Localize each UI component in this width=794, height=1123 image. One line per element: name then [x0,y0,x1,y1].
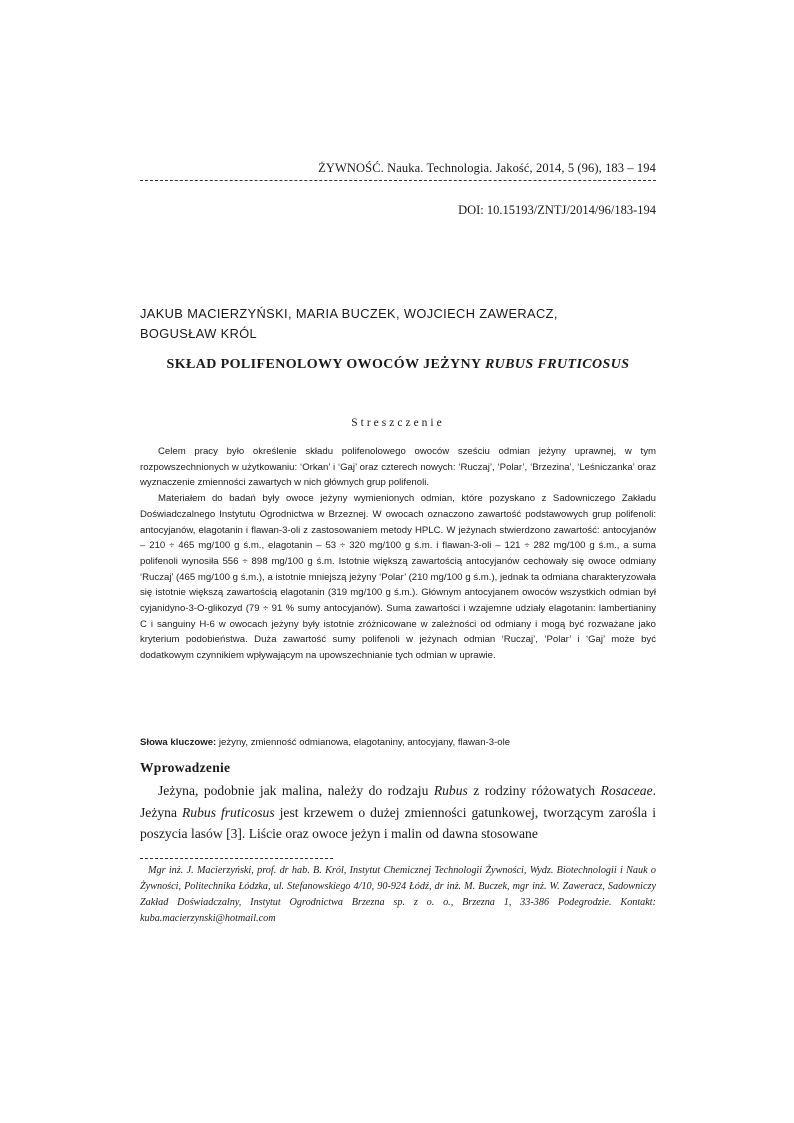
doi: DOI: 10.15193/ZNTJ/2014/96/183-194 [458,203,656,217]
section-heading-introduction: Wprowadzenie [140,760,231,775]
intro-italic-2: Rosaceae [600,783,653,798]
abstract-paragraph-2: Materiałem do badań były owoce jeżyny wymienionych odmian, które pozyskano z Sadowniczego Zakładu Doświadczalnego Instytutu Ogrodnictwa w Brzeznej. W owocach oznaczono zawartość podstawowych grup polifenoli: antocyjanów, elagotanin i flawan-3-oli z zastosowaniem metody HPLC. W jeżynach stwierdzono zawartość: antocyjanów – 210 ÷ 465 mg/100 g ś.m., elagotanin – 53 ÷ 320 mg/100 g ś.m. i flawan-3-oli – 121 ÷ 282 mg/100 g ś.m., a suma polifenoli wynosiła 556 ÷ 898 mg/100 g ś.m. Istotnie większą zawartością antocyjanów cechowały się owoce odmiany ‘Ruczaj’ (465 mg/100 g ś.m.), a istotnie mniejszą jeżyny ‘Polar’ (210 mg/100 g ś.m.), jednak ta odmiana charakteryzowała się istotnie większą zawartością elagotanin (319 mg/100 g ś.m.). Głównym antocyjanem owoców wszystkich odmian był cyjanidyno-3-O-glikozyd (79 ÷ 91 % sumy antocyjanów). Suma zawartości i wzajemne udziały elagotanin: lambertianiny C i sanguiny H-6 w owocach jeżyny były istotnie zróżnicowane w zależności od odmiany i mogą być rozważane jako kryterium podobieństwa. Duża zawartość sumy polifenoli w jeżynach odmian ‘Ruczaj’, ‘Polar’ i ‘Gaj’ może być dodatkowym czynnikiem wpływającym na upowszechnianie tych odmian w uprawie. [140,493,656,662]
abstract-paragraph-1: Celem pracy było określenie składu polifenolowego owoców sześciu odmian jeżyny uprawnej, w tym rozpowszechnionych w użytkowaniu: ‘Orkan’ i ‘Gaj’ oraz czterech nowych: ‘Ruczaj’, ‘Polar’, ‘Brzezina’, ‘Leśniczanka’ oraz wyznaczenie zmienności zawartych w nich głównych grup polifenoli. [140,446,656,489]
keywords-text: jeżyny, zmienność odmianowa, elagotaniny, antocyjany, flawan-3-ole [216,737,511,748]
abstract-heading: Streszczenie [351,417,445,429]
author-affiliation-footnote: Mgr inż. J. Macierzyński, prof. dr hab. B. Król, Instytut Chemicznej Technologii Żywności, Wydz. Biotechnologii i Nauk o Żywności, Politechnika Łódzka, ul. Stefanowskiego 4/10, 90-924 Łódź, dr inż. M. Buczek, mgr inż. W. Zaweracz, Sadowniczy Zakład Doświadczalny, Instytut Ogrodnictwa Brzezna sp. z o. o., Brzezna 1, 33-386 Podegrodzie. Kontakt: kuba.macierzynski@hotmail.com [140,865,656,924]
keywords-label: Słowa kluczowe: [140,737,217,748]
author-line-1: JAKUB MACIERZYŃSKI, MARIA BUCZEK, WOJCIECH ZAWERACZ, [140,306,558,321]
title-latin-name: RUBUS FRUTICOSUS [484,357,630,372]
introduction-paragraph [140,780,656,845]
intro-italic-3: Rubus fruticosus [182,804,275,820]
keywords [140,735,656,750]
author-list [140,304,660,344]
intro-text-3: . Jeżyna [140,783,657,820]
footnote-rule [140,858,333,859]
title-main: SKŁAD POLIFENOLOWY OWOCÓW JEŻYNY [166,357,485,372]
paper-title [140,357,656,373]
intro-text-2: z rodziny różowatych [467,783,601,798]
introduction-body [140,780,656,845]
intro-text-1: Jeżyna, podobnie jak malina, należy do rodzaju [158,783,434,798]
author-line-2: BOGUSŁAW KRÓL [140,326,258,341]
abstract [140,444,656,664]
intro-text-4: jest krzewem o dużej zmienności gatunkowej, tworzącym zarośla i poszycia lasów [3]. Liście oraz owoce jeżyn i malin od dawna stosowane [140,804,656,841]
header-rule [140,180,656,181]
intro-italic-1: Rubus [433,783,468,798]
journal-citation: ŻYWNOŚĆ. Nauka. Technologia. Jakość, 2014, 5 (96), 183 – 194 [318,161,656,175]
